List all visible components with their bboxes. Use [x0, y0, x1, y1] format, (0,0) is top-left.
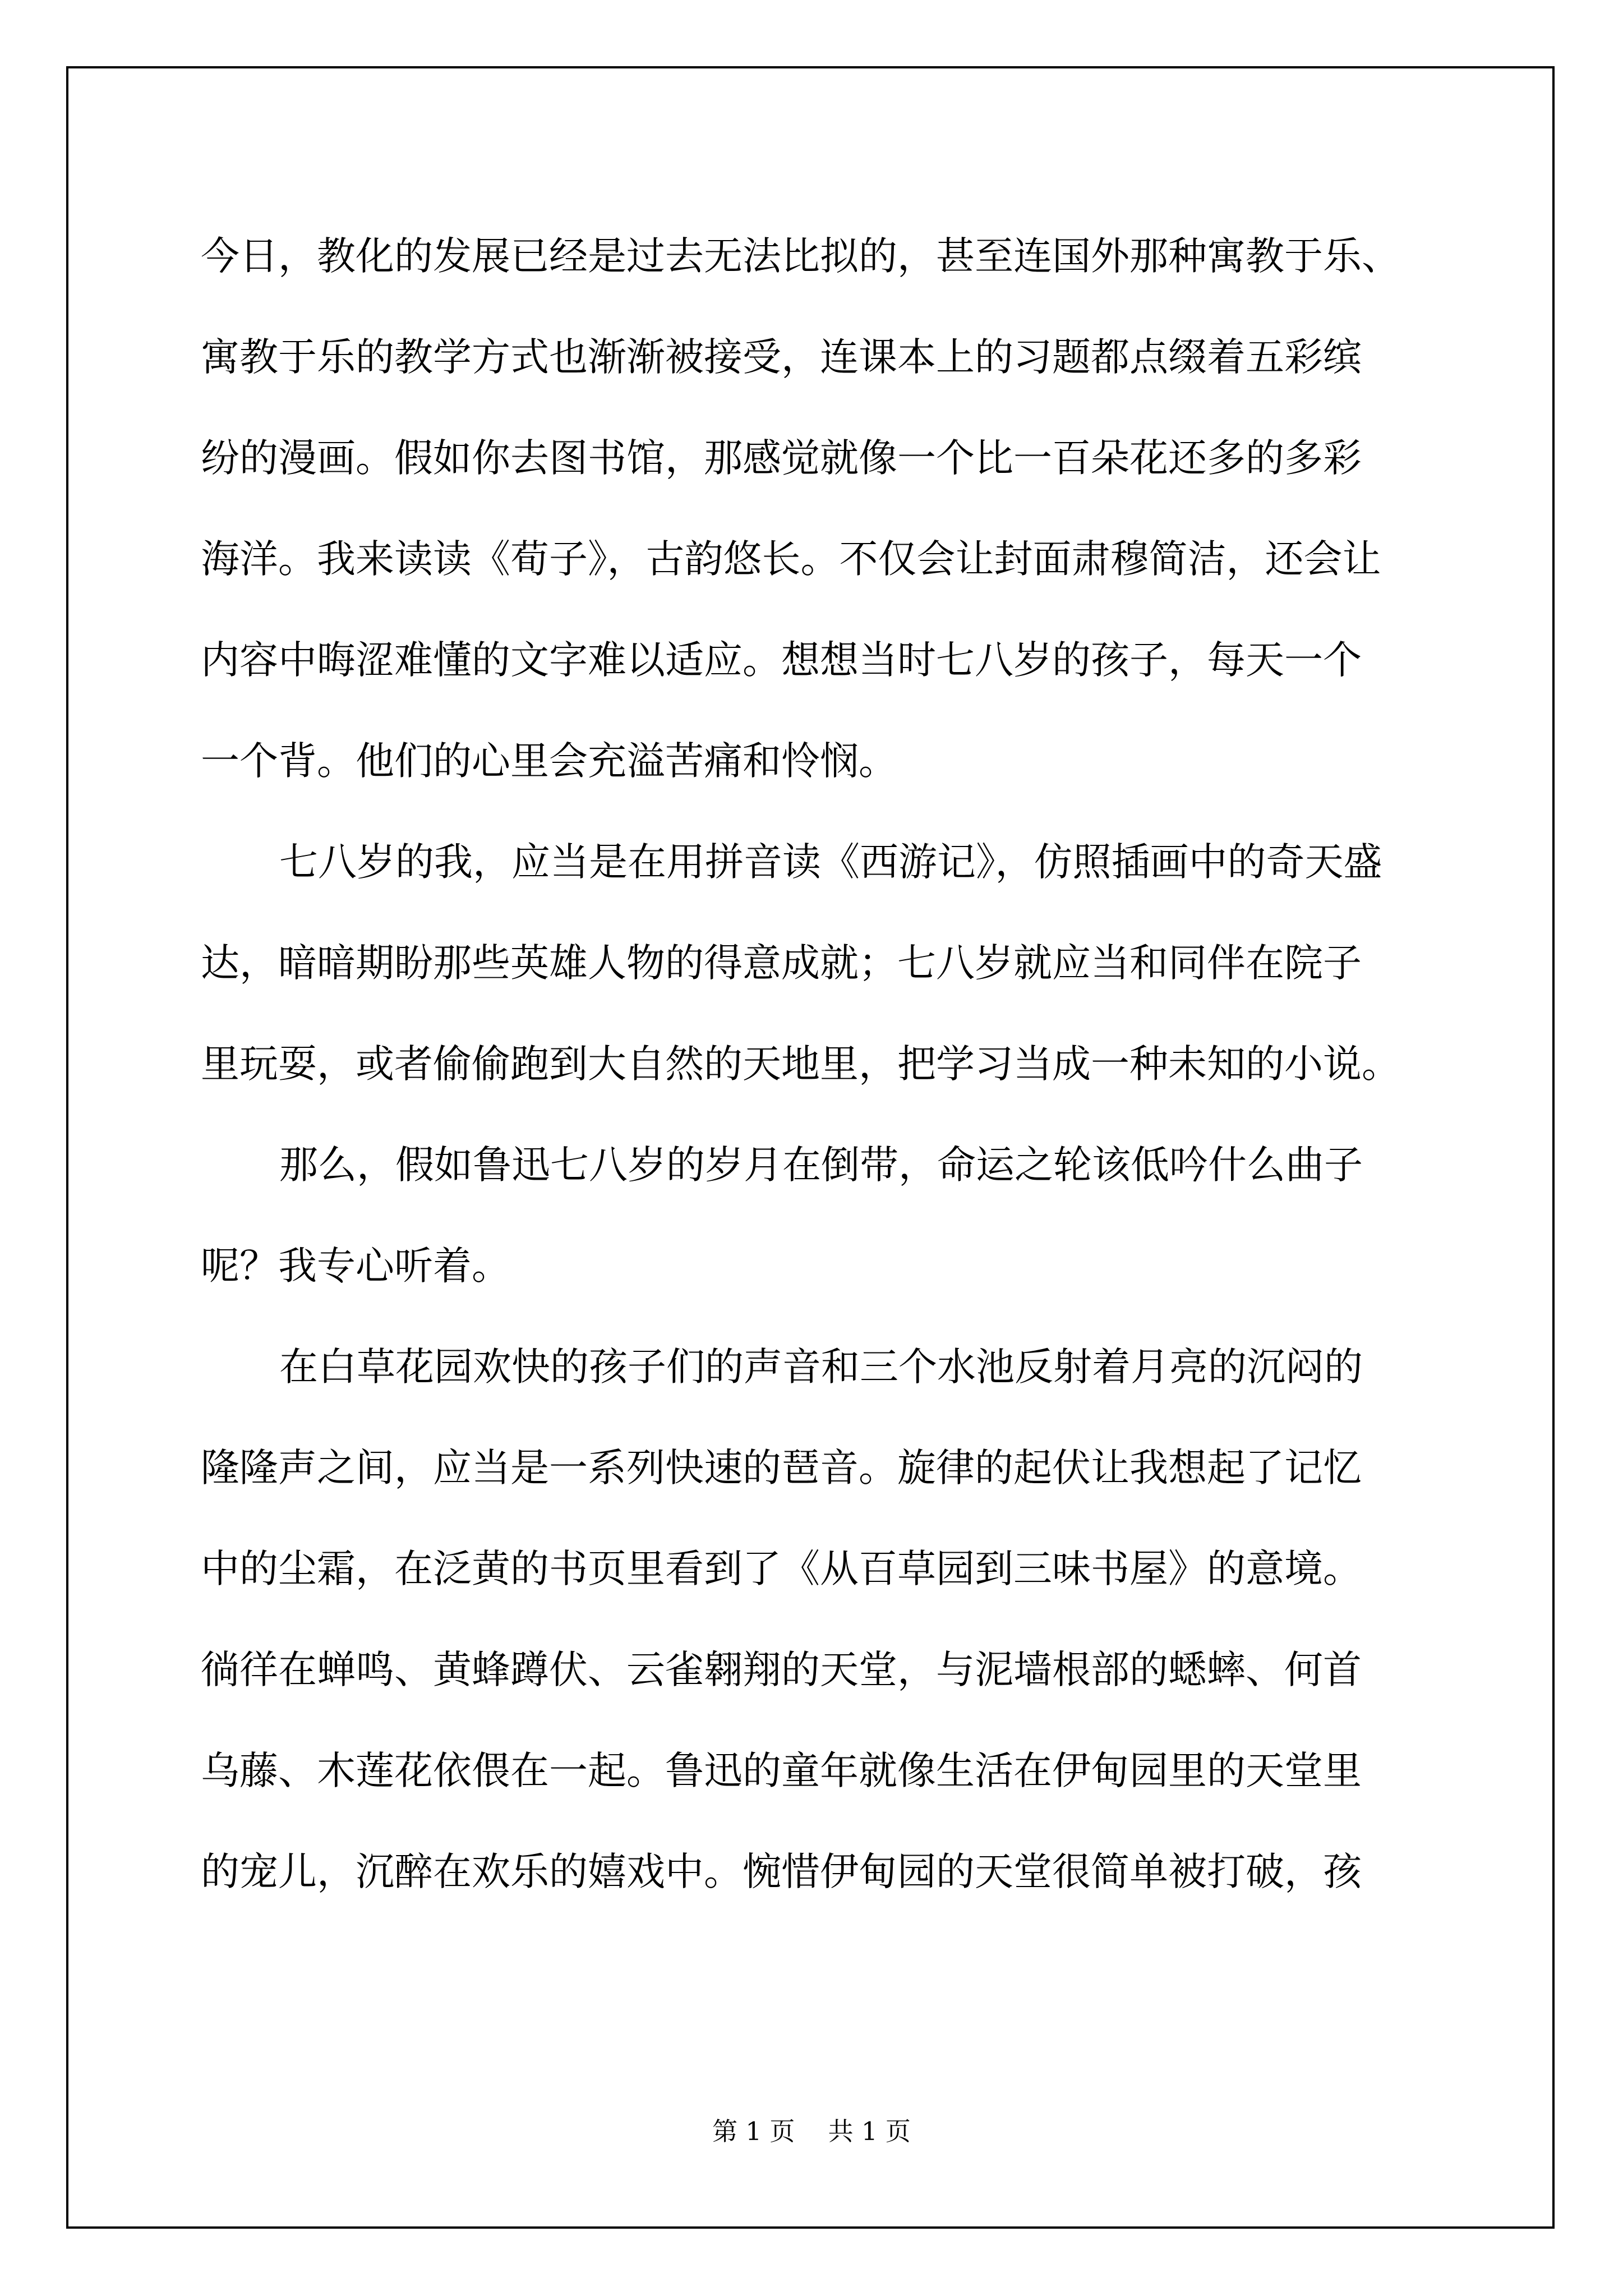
text-line: 海洋。我来读读《荀子》，古韵悠长。不仅会让封面肃穆简洁，还会让 — [201, 537, 1381, 582]
text-line: 乌藤、木莲花依偎在一起。鲁迅的童年就像生活在伊甸园里的天堂里 — [201, 1749, 1362, 1793]
text-line: 七八岁的我，应当是在用拼音读《西游记》，仿照插画中的奇天盛 — [279, 840, 1382, 885]
text-line: 今日，教化的发展已经是过去无法比拟的，甚至连国外那种寓教于乐、 — [201, 234, 1400, 279]
text-line: 隆隆声之间，应当是一系列快速的琶音。旋律的起伏让我想起了记忆 — [201, 1446, 1362, 1490]
page-number-footer: 第 1 页 共 1 页 — [712, 2116, 911, 2146]
text-line: 在白草花园欢快的孩子们的声音和三个水池反射着月亮的沉闷的 — [279, 1345, 1363, 1389]
text-line: 寓教于乐的教学方式也渐渐被接受，连课本上的习题都点缀着五彩缤 — [201, 335, 1362, 380]
text-line: 达，暗暗期盼那些英雄人物的得意成就；七八岁就应当和同伴在院子 — [201, 941, 1362, 986]
text-line: 那么，假如鲁迅七八岁的岁月在倒带，命运之轮该低吟什么曲子 — [279, 1143, 1363, 1188]
text-line: 徜徉在蝉鸣、黄蜂蹲伏、云雀翱翔的天堂，与泥墙根部的蟋蟀、何首 — [201, 1648, 1362, 1692]
text-line: 中的尘霜，在泛黄的书页里看到了《从百草园到三味书屋》的意境。 — [201, 1547, 1362, 1591]
text-line: 内容中晦涩难懂的文字难以适应。想想当时七八岁的孩子，每天一个 — [201, 638, 1362, 683]
text-line: 呢？我专心听着。 — [201, 1244, 510, 1289]
text-line: 一个背。他们的心里会充溢苦痛和怜悯。 — [201, 739, 897, 784]
text-line: 的宠儿，沉醉在欢乐的嬉戏中。惋惜伊甸园的天堂很简单被打破，孩 — [201, 1849, 1362, 1894]
text-line: 纷的漫画。假如你去图书馆，那感觉就像一个比一百朵花还多的多彩 — [201, 436, 1362, 481]
text-line: 里玩耍，或者偷偷跑到大自然的天地里，把学习当成一种未知的小说。 — [201, 1042, 1400, 1087]
